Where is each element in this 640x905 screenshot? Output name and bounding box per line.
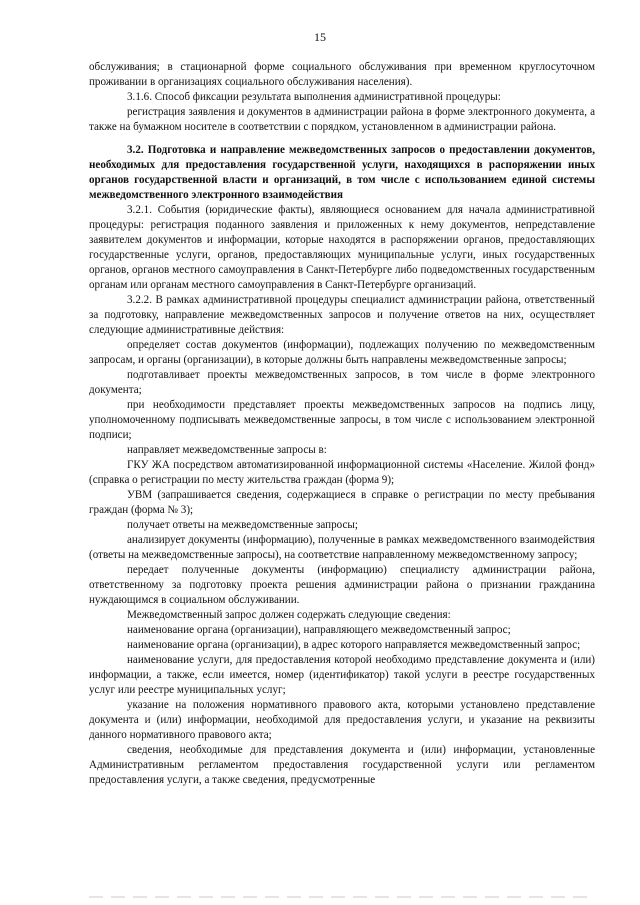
paragraph-2: 3.1.6. Способ фиксации результата выполнения административной процедуры: [127, 91, 501, 103]
paragraph-17: наименование органа (организации), в адрес которого направляется межведомственный запрос; [127, 639, 581, 651]
paragraph-7: подготавливает проекты межведомственных запросов, в том числе в форме электронного документа; [89, 369, 595, 396]
page-number: 15 [314, 30, 326, 44]
paragraph-4: 3.2.1. События (юридические факты), являющиеся основанием для начала административной процедуры: регистрация поданного заявления и приложенных к нему документов, непредставление заявителем документов и информации, которые находятся в распоряжении органов, предоставляющих государственные услуги, органов, предоставляющих муниципальные услуги, иных государственных органов, органов местного самоуправления в Санкт-Петербурге либо подведомственных государственным органам или органам местного самоуправления в Санкт-Петербурге организаций. [89, 204, 595, 291]
paragraph-1: обслуживания; в стационарной форме социального обслуживания при временном круглосуточном проживании в организациях социального обслуживания населения). [89, 61, 595, 88]
paragraph-14: передает полученные документы (информацию) специалисту администрации района, ответственному за подготовку проекта решения администрации района о признании гражданина нуждающимся в социальном обслуживании. [89, 564, 595, 606]
paragraph-16: наименование органа (организации), направляющего межведомственный запрос; [127, 624, 511, 636]
paragraph-18: наименование услуги, для предоставления которой необходимо представление документа и (или) информации, а также, если имеется, номер (идентификатор) такой услуги в реестре государственных услуг или реестре муниципальных услуг; [89, 654, 595, 696]
paragraph-3: регистрация заявления и документов в администрации района в форме электронного документа, а также на бумажном носителе в соответствии с порядком, установленном в администрации района. [89, 106, 595, 133]
paragraph-8: при необходимости представляет проекты межведомственных запросов на подпись лицу, уполномоченному подписывать межведомственные запросы, в том числе с использованием электронной подписи; [89, 399, 595, 441]
paragraph-11: УВМ (запрашивается сведения, содержащиеся в справке о регистрации по месту пребывания граждан (форма № 3); [89, 489, 595, 516]
paragraph-12: получает ответы на межведомственные запросы; [127, 519, 358, 531]
paragraph-9: направляет межведомственные запросы в: [127, 444, 327, 456]
section-heading: 3.2. Подготовка и направление межведомственных запросов о предоставлении документов, необходимых для предоставления государственной услуги, находящихся в распоряжении иных органов государственной власти и организаций, в том числе с использованием единой системы межведомственного электронного взаимодействия [89, 144, 595, 201]
scan-artifact [89, 896, 595, 898]
paragraph-10: ГКУ ЖА посредством автоматизированной информационной системы «Население. Жилой фонд» (справка о регистрации по месту жительства граждан (форма 9); [89, 459, 595, 486]
document-body [89, 60, 595, 788]
paragraph-15: Межведомственный запрос должен содержать следующие сведения: [127, 609, 451, 621]
paragraph-6: определяет состав документов (информации), подлежащих получению по межведомственным запросам, и органы (организации), в которые должны быть направлены межведомственные запросы; [89, 339, 595, 366]
paragraph-5: 3.2.2. В рамках административной процедуры специалист администрации района, ответственный за подготовку, направление межведомственных запросов и получение ответов на них, осуществляет следующие административные действия: [89, 294, 595, 336]
paragraph-20: сведения, необходимые для представления документа и (или) информации, установленные Административным регламентом предоставления государственной услуги или регламентом предоставления услуги, а также сведения, предусмотренные [89, 744, 595, 786]
paragraph-19: указание на положения нормативного правового акта, которыми установлено представление документа и (или) информации, необходимой для предоставления услуги, и указание на реквизиты данного нормативного правового акта; [89, 699, 595, 741]
paragraph-13: анализирует документы (информацию), полученные в рамках межведомственного взаимодействия (ответы на межведомственные запросы), на соответствие направленному межведомственному запросу; [89, 534, 595, 561]
